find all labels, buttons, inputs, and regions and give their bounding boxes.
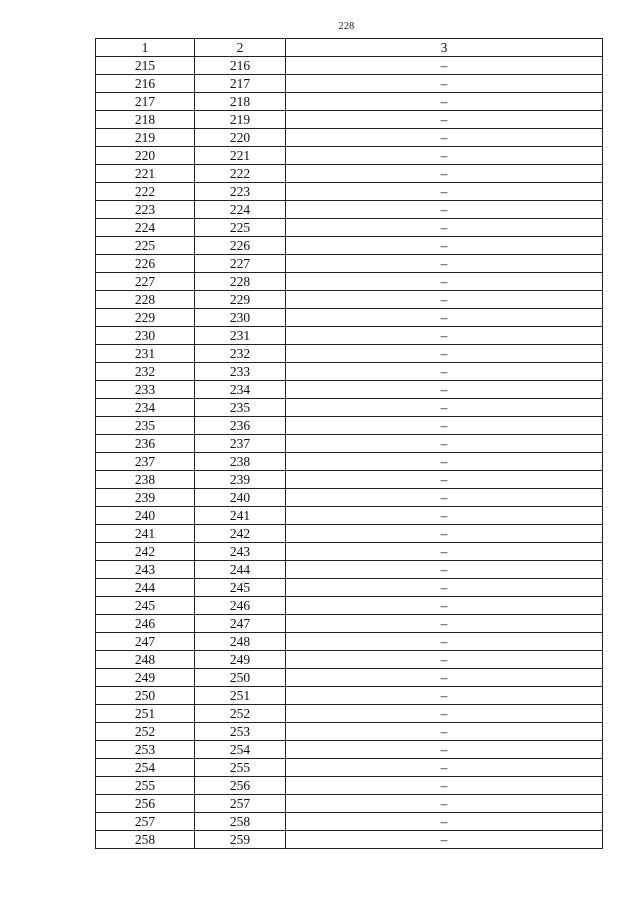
table-cell-col-1: 224 xyxy=(96,219,195,237)
table-header xyxy=(96,39,603,57)
table-row xyxy=(96,255,603,273)
table-cell-col-3: – xyxy=(286,669,603,687)
table-cell-col-1: 247 xyxy=(96,633,195,651)
table-cell-col-3: – xyxy=(286,633,603,651)
table-cell-col-1: 218 xyxy=(96,111,195,129)
table-row xyxy=(96,831,603,849)
table-cell-col-3: – xyxy=(286,219,603,237)
table-cell-col-2: 249 xyxy=(195,651,286,669)
table-cell-col-2: 227 xyxy=(195,255,286,273)
table-row xyxy=(96,705,603,723)
table-cell-col-2: 221 xyxy=(195,147,286,165)
table-row xyxy=(96,381,603,399)
table-cell-col-3: – xyxy=(286,237,603,255)
table-cell-col-1: 230 xyxy=(96,327,195,345)
table-cell-col-1: 240 xyxy=(96,507,195,525)
table-cell-col-2: 217 xyxy=(195,75,286,93)
table-cell-col-1: 258 xyxy=(96,831,195,849)
table-cell-col-1: 256 xyxy=(96,795,195,813)
table-row xyxy=(96,687,603,705)
table-cell-col-1: 222 xyxy=(96,183,195,201)
column-header-3: 3 xyxy=(286,39,603,57)
table-cell-col-2: 234 xyxy=(195,381,286,399)
table-cell-col-3: – xyxy=(286,399,603,417)
table-row xyxy=(96,615,603,633)
table-cell-col-1: 223 xyxy=(96,201,195,219)
table-row xyxy=(96,129,603,147)
table-cell-col-1: 217 xyxy=(96,93,195,111)
table-cell-col-3: – xyxy=(286,309,603,327)
table-cell-col-2: 251 xyxy=(195,687,286,705)
table-cell-col-2: 222 xyxy=(195,165,286,183)
table-cell-col-1: 241 xyxy=(96,525,195,543)
table-cell-col-3: – xyxy=(286,273,603,291)
table-cell-col-2: 226 xyxy=(195,237,286,255)
table-cell-col-2: 219 xyxy=(195,111,286,129)
table-cell-col-1: 234 xyxy=(96,399,195,417)
table-body xyxy=(96,57,603,849)
table-row xyxy=(96,507,603,525)
table-cell-col-3: – xyxy=(286,201,603,219)
table-cell-col-3: – xyxy=(286,345,603,363)
table-cell-col-1: 229 xyxy=(96,309,195,327)
table-cell-col-1: 238 xyxy=(96,471,195,489)
table-cell-col-3: – xyxy=(286,147,603,165)
table-cell-col-3: – xyxy=(286,381,603,399)
table-cell-col-1: 254 xyxy=(96,759,195,777)
table-cell-col-2: 241 xyxy=(195,507,286,525)
table-cell-col-1: 243 xyxy=(96,561,195,579)
table-row xyxy=(96,633,603,651)
table-cell-col-3: – xyxy=(286,561,603,579)
table-cell-col-1: 255 xyxy=(96,777,195,795)
table-cell-col-1: 225 xyxy=(96,237,195,255)
table-row xyxy=(96,327,603,345)
table-cell-col-2: 237 xyxy=(195,435,286,453)
table-cell-col-2: 239 xyxy=(195,471,286,489)
table-cell-col-2: 250 xyxy=(195,669,286,687)
table-row xyxy=(96,435,603,453)
table-cell-col-2: 252 xyxy=(195,705,286,723)
table-row xyxy=(96,543,603,561)
table-cell-col-3: – xyxy=(286,795,603,813)
table-cell-col-1: 249 xyxy=(96,669,195,687)
table-cell-col-2: 236 xyxy=(195,417,286,435)
table-cell-col-1: 236 xyxy=(96,435,195,453)
page-number: 228 xyxy=(338,21,355,32)
table-cell-col-3: – xyxy=(286,453,603,471)
table-cell-col-3: – xyxy=(286,417,603,435)
table-cell-col-2: 231 xyxy=(195,327,286,345)
table-cell-col-3: – xyxy=(286,615,603,633)
table-cell-col-3: – xyxy=(286,741,603,759)
table-cell-col-2: 258 xyxy=(195,813,286,831)
table-cell-col-2: 232 xyxy=(195,345,286,363)
table-row xyxy=(96,759,603,777)
table-cell-col-3: – xyxy=(286,579,603,597)
table-cell-col-1: 235 xyxy=(96,417,195,435)
table-cell-col-3: – xyxy=(286,93,603,111)
table-cell-col-3: – xyxy=(286,759,603,777)
table-row xyxy=(96,237,603,255)
table-cell-col-2: 245 xyxy=(195,579,286,597)
table-row xyxy=(96,111,603,129)
table-cell-col-3: – xyxy=(286,687,603,705)
table-row xyxy=(96,795,603,813)
table-cell-col-3: – xyxy=(286,471,603,489)
table-cell-col-3: – xyxy=(286,777,603,795)
table-cell-col-1: 242 xyxy=(96,543,195,561)
table-cell-col-2: 223 xyxy=(195,183,286,201)
table-cell-col-3: – xyxy=(286,651,603,669)
table-cell-col-3: – xyxy=(286,507,603,525)
table-row xyxy=(96,273,603,291)
table-cell-col-1: 232 xyxy=(96,363,195,381)
table-row xyxy=(96,489,603,507)
table-cell-col-1: 219 xyxy=(96,129,195,147)
table-row xyxy=(96,93,603,111)
table-cell-col-1: 237 xyxy=(96,453,195,471)
column-header-2: 2 xyxy=(195,39,286,57)
table-row xyxy=(96,201,603,219)
table-cell-col-2: 228 xyxy=(195,273,286,291)
table-cell-col-2: 257 xyxy=(195,795,286,813)
header-row xyxy=(96,39,603,57)
table-cell-col-3: – xyxy=(286,165,603,183)
table-cell-col-3: – xyxy=(286,129,603,147)
table-row xyxy=(96,417,603,435)
table-cell-col-1: 215 xyxy=(96,57,195,75)
table-cell-col-2: 233 xyxy=(195,363,286,381)
table-row xyxy=(96,471,603,489)
table-row xyxy=(96,669,603,687)
table-cell-col-2: 248 xyxy=(195,633,286,651)
table-cell-col-1: 248 xyxy=(96,651,195,669)
table-cell-col-1: 231 xyxy=(96,345,195,363)
table-cell-col-1: 233 xyxy=(96,381,195,399)
table-cell-col-1: 245 xyxy=(96,597,195,615)
table-cell-col-2: 229 xyxy=(195,291,286,309)
table-row xyxy=(96,75,603,93)
table-cell-col-1: 244 xyxy=(96,579,195,597)
table-cell-col-1: 252 xyxy=(96,723,195,741)
table-cell-col-1: 250 xyxy=(96,687,195,705)
table-cell-col-2: 224 xyxy=(195,201,286,219)
table-cell-col-3: – xyxy=(286,291,603,309)
table-cell-col-2: 247 xyxy=(195,615,286,633)
table-row xyxy=(96,723,603,741)
table-cell-col-2: 246 xyxy=(195,597,286,615)
table-cell-col-2: 244 xyxy=(195,561,286,579)
table-row xyxy=(96,183,603,201)
table-row xyxy=(96,813,603,831)
table-cell-col-3: – xyxy=(286,525,603,543)
data-table xyxy=(95,38,603,849)
table-row xyxy=(96,165,603,183)
table-row xyxy=(96,309,603,327)
table-row xyxy=(96,147,603,165)
table-cell-col-1: 228 xyxy=(96,291,195,309)
table-row xyxy=(96,219,603,237)
table-cell-col-3: – xyxy=(286,75,603,93)
table-cell-col-3: – xyxy=(286,435,603,453)
table-row xyxy=(96,777,603,795)
table-cell-col-3: – xyxy=(286,327,603,345)
table-cell-col-3: – xyxy=(286,57,603,75)
table-cell-col-1: 257 xyxy=(96,813,195,831)
table-cell-col-1: 253 xyxy=(96,741,195,759)
table-cell-col-2: 254 xyxy=(195,741,286,759)
table-row xyxy=(96,525,603,543)
table-cell-col-3: – xyxy=(286,255,603,273)
table-row xyxy=(96,399,603,417)
table-cell-col-2: 259 xyxy=(195,831,286,849)
table-cell-col-1: 227 xyxy=(96,273,195,291)
table-cell-col-2: 242 xyxy=(195,525,286,543)
table-cell-col-1: 246 xyxy=(96,615,195,633)
table-cell-col-2: 225 xyxy=(195,219,286,237)
table-cell-col-2: 243 xyxy=(195,543,286,561)
table-cell-col-1: 221 xyxy=(96,165,195,183)
table-row xyxy=(96,291,603,309)
table-cell-col-3: – xyxy=(286,597,603,615)
table-row xyxy=(96,453,603,471)
table-cell-col-2: 256 xyxy=(195,777,286,795)
table-cell-col-3: – xyxy=(286,183,603,201)
table-cell-col-3: – xyxy=(286,705,603,723)
table-cell-col-3: – xyxy=(286,723,603,741)
table-cell-col-3: – xyxy=(286,831,603,849)
table-row xyxy=(96,345,603,363)
table-cell-col-2: 238 xyxy=(195,453,286,471)
table-cell-col-3: – xyxy=(286,111,603,129)
column-header-1: 1 xyxy=(96,39,195,57)
table-cell-col-1: 216 xyxy=(96,75,195,93)
table-cell-col-1: 220 xyxy=(96,147,195,165)
table-row xyxy=(96,579,603,597)
table-cell-col-3: – xyxy=(286,813,603,831)
table-cell-col-2: 255 xyxy=(195,759,286,777)
table-cell-col-2: 230 xyxy=(195,309,286,327)
table-row xyxy=(96,651,603,669)
table-cell-col-2: 240 xyxy=(195,489,286,507)
table-row xyxy=(96,561,603,579)
table-cell-col-2: 216 xyxy=(195,57,286,75)
table-cell-col-2: 220 xyxy=(195,129,286,147)
table-row xyxy=(96,57,603,75)
table-cell-col-2: 253 xyxy=(195,723,286,741)
table-cell-col-3: – xyxy=(286,543,603,561)
table-cell-col-2: 235 xyxy=(195,399,286,417)
table-row xyxy=(96,363,603,381)
table-cell-col-1: 226 xyxy=(96,255,195,273)
table-cell-col-1: 239 xyxy=(96,489,195,507)
table-cell-col-2: 218 xyxy=(195,93,286,111)
table-cell-col-3: – xyxy=(286,363,603,381)
table-cell-col-1: 251 xyxy=(96,705,195,723)
table-row xyxy=(96,741,603,759)
table-row xyxy=(96,597,603,615)
table-cell-col-3: – xyxy=(286,489,603,507)
